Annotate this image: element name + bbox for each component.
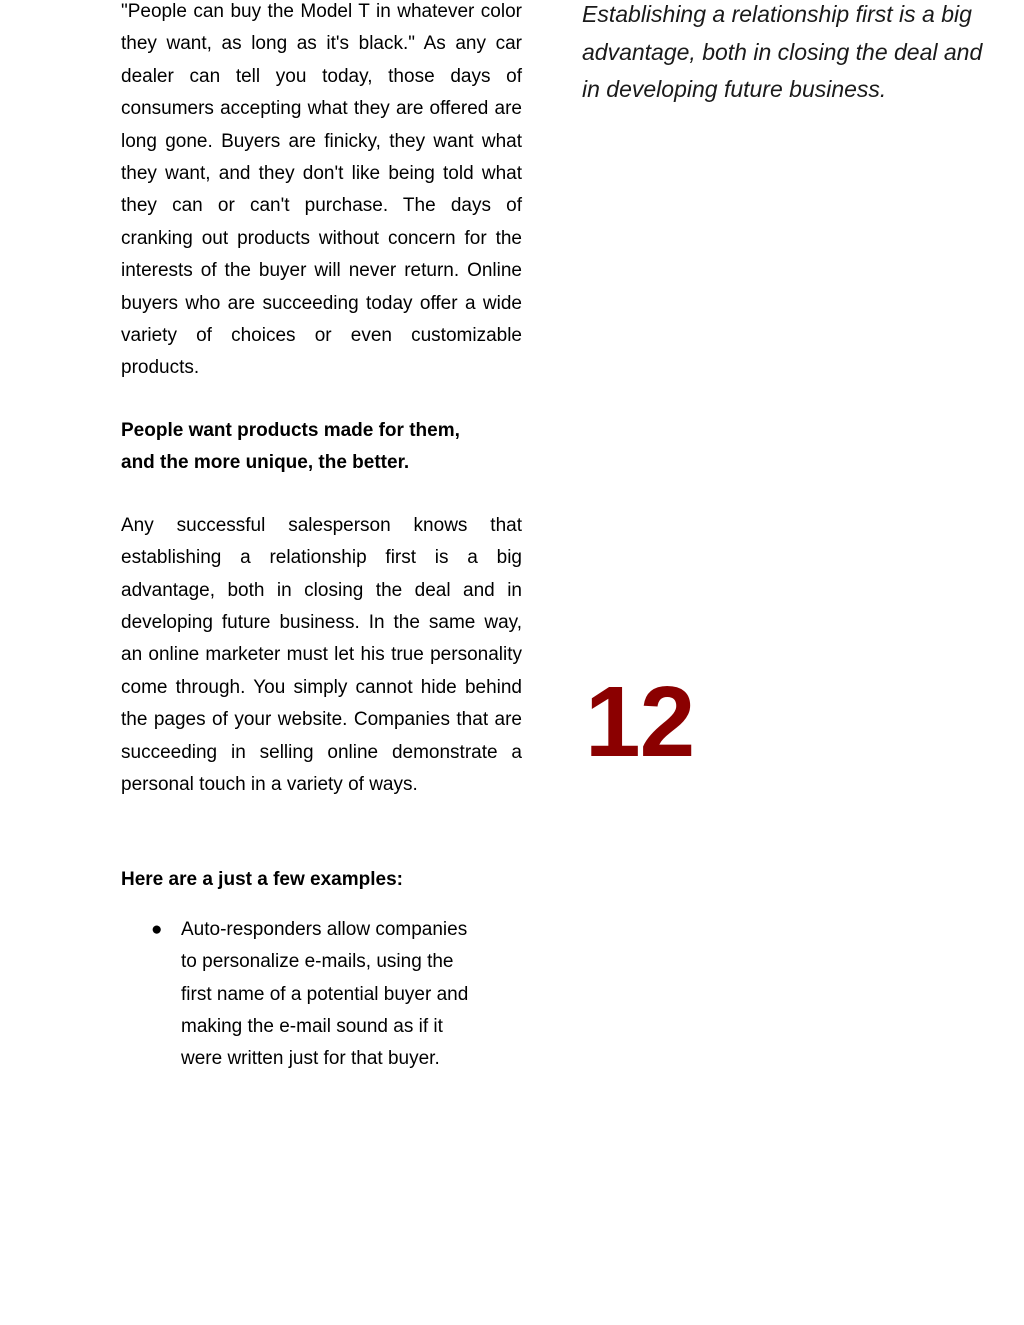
list-item — [121, 914, 473, 1076]
sidebar-column — [582, 0, 992, 109]
examples-list — [121, 914, 522, 1076]
personal-touch-paragraph: Any successful salesperson knows that establishing a relationship first is a big advantage, both in closing the deal and in developing future business. In the same way, an online marketer must let his true personality come through. You simply cannot hide behind the pages of your website. Companies that are succeeding in selling online demonstrate a personal touch in a variety of ways. — [121, 514, 522, 795]
pull-quote: Establishing a relationship first is a big advantage, both in closing the deal and in developing future business. — [582, 1, 983, 103]
main-column — [121, 0, 522, 1076]
bold-statement: People want products made for them, and the more unique, the better. — [121, 419, 460, 474]
examples-heading: Here are a just a few examples: — [121, 869, 403, 891]
page-number: 12 — [585, 666, 695, 778]
intro-paragraph: "People can buy the Model T in whatever color they want, as long as it's black." As any car dealer can tell you today, those days of consumers accepting what they are offered are long gone. Buyers are finicky, they want what they want, and they don't like being told what they can or can't purchase. The days of cranking out products without concern for the interests of the buyer will never return. Online buyers who are succeeding today offer a wide variety of choices or even customizable products. — [121, 1, 522, 379]
list-item-text: Auto-responders allow companies to personalize e-mails, using the first name of a potential buyer and making the e-mail sound as if it were written just for that buyer. — [181, 918, 469, 1070]
bullet-icon: ● — [151, 918, 163, 940]
